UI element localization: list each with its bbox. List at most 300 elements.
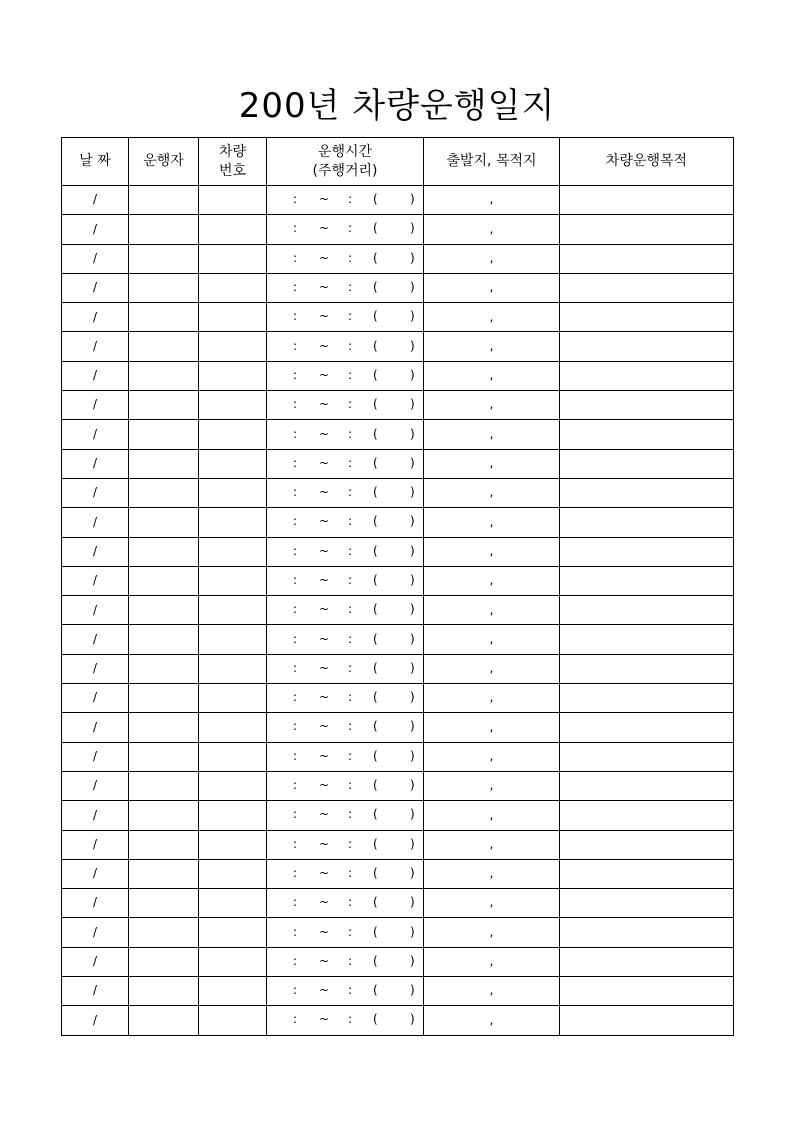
- time-colon-start: :: [293, 836, 298, 851]
- vehicle-number-cell[interactable]: [199, 889, 267, 918]
- vehicle-number-cell[interactable]: [199, 449, 267, 478]
- time-tilde: ~: [319, 192, 330, 207]
- page-title: 200년 차량운행일지: [238, 86, 556, 126]
- vehicle-number-cell[interactable]: [199, 332, 267, 361]
- table-row: [62, 303, 734, 332]
- vehicle-number-cell[interactable]: [199, 566, 267, 595]
- time-colon-start: :: [293, 924, 298, 939]
- time-cell[interactable]: [267, 478, 424, 507]
- route-cell[interactable]: [424, 478, 560, 507]
- header-time-line1: 운행시간: [317, 144, 373, 161]
- purpose-cell[interactable]: [560, 273, 734, 302]
- route-cell[interactable]: [424, 420, 560, 449]
- route-cell[interactable]: [424, 977, 560, 1006]
- date-cell[interactable]: [62, 977, 129, 1006]
- header-vehicle-line2: 번호: [218, 162, 247, 179]
- time-tilde: ~: [319, 426, 330, 441]
- vehicle-number-cell[interactable]: [199, 186, 267, 215]
- route-cell[interactable]: [424, 654, 560, 683]
- time-colon-start: :: [293, 895, 298, 910]
- vehicle-number-cell[interactable]: [199, 742, 267, 771]
- driver-cell[interactable]: [129, 771, 199, 800]
- driver-cell[interactable]: [129, 859, 199, 888]
- driver-cell[interactable]: [129, 889, 199, 918]
- purpose-cell[interactable]: [560, 1006, 734, 1035]
- table-row: [62, 684, 734, 713]
- distance-paren-open: (: [373, 397, 378, 412]
- time-tilde: ~: [319, 895, 330, 910]
- distance-paren-close: ): [410, 368, 415, 383]
- driver-cell[interactable]: [129, 713, 199, 742]
- time-cell[interactable]: [267, 625, 424, 654]
- time-cell[interactable]: [267, 420, 424, 449]
- vehicle-number-cell[interactable]: [199, 625, 267, 654]
- date-cell[interactable]: [62, 391, 129, 420]
- date-cell[interactable]: [62, 566, 129, 595]
- distance-paren-open: (: [373, 221, 378, 236]
- time-colon-start: :: [293, 368, 298, 383]
- distance-paren-open: (: [373, 514, 378, 529]
- log-body: [62, 186, 734, 1036]
- time-cell[interactable]: [267, 654, 424, 683]
- date-cell[interactable]: [62, 273, 129, 302]
- time-colon-end: :: [348, 661, 353, 676]
- table-row: [62, 391, 734, 420]
- route-cell[interactable]: [424, 332, 560, 361]
- table-row: [62, 947, 734, 976]
- route-cell[interactable]: [424, 742, 560, 771]
- driver-cell[interactable]: [129, 742, 199, 771]
- purpose-cell[interactable]: [560, 537, 734, 566]
- time-colon-start: :: [293, 954, 298, 969]
- vehicle-log-table: [61, 137, 734, 1036]
- distance-paren-open: (: [373, 456, 378, 471]
- vehicle-number-cell[interactable]: [199, 478, 267, 507]
- driver-cell[interactable]: [129, 332, 199, 361]
- time-tilde: ~: [319, 250, 330, 265]
- date-cell[interactable]: [62, 303, 129, 332]
- header-route: 출발지, 목적지: [424, 138, 560, 186]
- purpose-cell[interactable]: [560, 420, 734, 449]
- table-row: [62, 244, 734, 273]
- driver-cell[interactable]: [129, 566, 199, 595]
- distance-paren-open: (: [373, 983, 378, 998]
- route-comma: ,: [489, 866, 494, 881]
- time-tilde: ~: [319, 280, 330, 295]
- route-comma: ,: [489, 250, 494, 265]
- time-cell[interactable]: [267, 918, 424, 947]
- distance-paren-open: (: [373, 1012, 378, 1027]
- route-comma: ,: [489, 221, 494, 236]
- time-colon-end: :: [348, 456, 353, 471]
- vehicle-number-cell[interactable]: [199, 801, 267, 830]
- vehicle-number-cell[interactable]: [199, 830, 267, 859]
- purpose-cell[interactable]: [560, 889, 734, 918]
- purpose-cell[interactable]: [560, 654, 734, 683]
- route-comma: ,: [489, 1012, 494, 1027]
- time-cell[interactable]: [267, 1006, 424, 1035]
- driver-cell[interactable]: [129, 537, 199, 566]
- purpose-cell[interactable]: [560, 918, 734, 947]
- vehicle-number-cell[interactable]: [199, 391, 267, 420]
- vehicle-number-cell[interactable]: [199, 1006, 267, 1035]
- distance-paren-open: (: [373, 426, 378, 441]
- time-colon-end: :: [348, 426, 353, 441]
- distance-paren-open: (: [373, 866, 378, 881]
- driver-cell[interactable]: [129, 947, 199, 976]
- vehicle-number-cell[interactable]: [199, 508, 267, 537]
- time-colon-end: :: [348, 631, 353, 646]
- driver-cell[interactable]: [129, 684, 199, 713]
- route-cell[interactable]: [424, 303, 560, 332]
- driver-cell[interactable]: [129, 596, 199, 625]
- route-cell[interactable]: [424, 859, 560, 888]
- time-colon-end: :: [348, 397, 353, 412]
- date-cell[interactable]: [62, 771, 129, 800]
- time-cell[interactable]: [267, 508, 424, 537]
- table-row: [62, 1006, 734, 1035]
- route-cell[interactable]: [424, 537, 560, 566]
- driver-cell[interactable]: [129, 273, 199, 302]
- date-slash: /: [92, 426, 98, 441]
- route-cell[interactable]: [424, 771, 560, 800]
- table-row: [62, 478, 734, 507]
- date-cell[interactable]: [62, 361, 129, 390]
- table-row: [62, 742, 734, 771]
- date-cell[interactable]: [62, 508, 129, 537]
- distance-paren-open: (: [373, 778, 378, 793]
- date-cell[interactable]: [62, 742, 129, 771]
- driver-cell[interactable]: [129, 625, 199, 654]
- route-cell[interactable]: [424, 215, 560, 244]
- time-cell[interactable]: [267, 889, 424, 918]
- date-cell[interactable]: [62, 215, 129, 244]
- route-comma: ,: [489, 924, 494, 939]
- route-cell[interactable]: [424, 391, 560, 420]
- distance-paren-open: (: [373, 573, 378, 588]
- time-cell[interactable]: [267, 303, 424, 332]
- time-colon-start: :: [293, 661, 298, 676]
- purpose-cell[interactable]: [560, 478, 734, 507]
- driver-cell[interactable]: [129, 303, 199, 332]
- driver-cell[interactable]: [129, 918, 199, 947]
- driver-cell[interactable]: [129, 244, 199, 273]
- time-cell[interactable]: [267, 391, 424, 420]
- route-cell[interactable]: [424, 596, 560, 625]
- distance-paren-open: (: [373, 309, 378, 324]
- table-row: [62, 186, 734, 215]
- date-cell[interactable]: [62, 684, 129, 713]
- date-cell[interactable]: [62, 596, 129, 625]
- distance-paren-open: (: [373, 690, 378, 705]
- purpose-cell[interactable]: [560, 566, 734, 595]
- distance-paren-open: (: [373, 719, 378, 734]
- time-tilde: ~: [319, 836, 330, 851]
- purpose-cell[interactable]: [560, 391, 734, 420]
- time-cell[interactable]: [267, 830, 424, 859]
- vehicle-number-cell[interactable]: [199, 273, 267, 302]
- distance-paren-close: ): [410, 983, 415, 998]
- time-cell[interactable]: [267, 713, 424, 742]
- route-cell[interactable]: [424, 625, 560, 654]
- driver-cell[interactable]: [129, 361, 199, 390]
- purpose-cell[interactable]: [560, 244, 734, 273]
- distance-paren-close: ): [410, 602, 415, 617]
- table-row: [62, 537, 734, 566]
- vehicle-number-cell[interactable]: [199, 303, 267, 332]
- time-tilde: ~: [319, 690, 330, 705]
- distance-paren-open: (: [373, 836, 378, 851]
- time-colon-end: :: [348, 192, 353, 207]
- vehicle-number-cell[interactable]: [199, 537, 267, 566]
- date-cell[interactable]: [62, 537, 129, 566]
- vehicle-number-cell[interactable]: [199, 947, 267, 976]
- date-slash: /: [92, 485, 98, 500]
- purpose-cell[interactable]: [560, 859, 734, 888]
- date-cell[interactable]: [62, 478, 129, 507]
- route-cell[interactable]: [424, 684, 560, 713]
- driver-cell[interactable]: [129, 801, 199, 830]
- time-tilde: ~: [319, 543, 330, 558]
- vehicle-number-cell[interactable]: [199, 596, 267, 625]
- time-cell[interactable]: [267, 215, 424, 244]
- date-cell[interactable]: [62, 830, 129, 859]
- route-cell[interactable]: [424, 273, 560, 302]
- route-cell[interactable]: [424, 186, 560, 215]
- table-row: [62, 420, 734, 449]
- table-row: [62, 273, 734, 302]
- distance-paren-close: ): [410, 836, 415, 851]
- driver-cell[interactable]: [129, 420, 199, 449]
- driver-cell[interactable]: [129, 449, 199, 478]
- route-cell[interactable]: [424, 449, 560, 478]
- time-colon-start: :: [293, 192, 298, 207]
- table-row: [62, 889, 734, 918]
- distance-paren-open: (: [373, 368, 378, 383]
- time-cell[interactable]: [267, 273, 424, 302]
- route-comma: ,: [489, 602, 494, 617]
- date-cell[interactable]: [62, 947, 129, 976]
- date-cell[interactable]: [62, 859, 129, 888]
- time-colon-end: :: [348, 748, 353, 763]
- purpose-cell[interactable]: [560, 947, 734, 976]
- driver-cell[interactable]: [129, 977, 199, 1006]
- driver-cell[interactable]: [129, 654, 199, 683]
- distance-paren-close: ): [410, 573, 415, 588]
- date-cell[interactable]: [62, 244, 129, 273]
- time-colon-end: :: [348, 983, 353, 998]
- distance-paren-close: ): [410, 397, 415, 412]
- distance-paren-close: ): [410, 631, 415, 646]
- route-comma: ,: [489, 631, 494, 646]
- purpose-cell[interactable]: [560, 449, 734, 478]
- vehicle-number-cell[interactable]: [199, 244, 267, 273]
- time-colon-start: :: [293, 1012, 298, 1027]
- route-cell[interactable]: [424, 361, 560, 390]
- time-colon-end: :: [348, 250, 353, 265]
- table-row: [62, 830, 734, 859]
- time-colon-start: :: [293, 397, 298, 412]
- time-tilde: ~: [319, 983, 330, 998]
- vehicle-number-cell[interactable]: [199, 977, 267, 1006]
- vehicle-number-cell[interactable]: [199, 859, 267, 888]
- purpose-cell[interactable]: [560, 361, 734, 390]
- route-comma: ,: [489, 309, 494, 324]
- time-colon-end: :: [348, 895, 353, 910]
- time-colon-end: :: [348, 309, 353, 324]
- purpose-cell[interactable]: [560, 215, 734, 244]
- purpose-cell[interactable]: [560, 596, 734, 625]
- table-row: [62, 977, 734, 1006]
- date-cell[interactable]: [62, 654, 129, 683]
- driver-cell[interactable]: [129, 391, 199, 420]
- route-cell[interactable]: [424, 947, 560, 976]
- date-slash: /: [92, 573, 98, 588]
- route-cell[interactable]: [424, 889, 560, 918]
- route-cell[interactable]: [424, 713, 560, 742]
- date-slash: /: [92, 250, 98, 265]
- date-slash: /: [92, 895, 98, 910]
- time-tilde: ~: [319, 1012, 330, 1027]
- vehicle-number-cell[interactable]: [199, 654, 267, 683]
- time-colon-end: :: [348, 924, 353, 939]
- purpose-cell[interactable]: [560, 684, 734, 713]
- header-date: 날 짜: [62, 138, 129, 186]
- date-slash: /: [92, 221, 98, 236]
- vehicle-number-cell[interactable]: [199, 684, 267, 713]
- table-row: [62, 332, 734, 361]
- route-cell[interactable]: [424, 244, 560, 273]
- distance-paren-close: ): [410, 807, 415, 822]
- time-cell[interactable]: [267, 771, 424, 800]
- distance-paren-open: (: [373, 338, 378, 353]
- route-cell[interactable]: [424, 918, 560, 947]
- date-cell[interactable]: [62, 918, 129, 947]
- time-colon-start: :: [293, 807, 298, 822]
- time-cell[interactable]: [267, 566, 424, 595]
- route-cell[interactable]: [424, 801, 560, 830]
- time-cell[interactable]: [267, 537, 424, 566]
- time-colon-start: :: [293, 485, 298, 500]
- time-colon-end: :: [348, 221, 353, 236]
- date-cell[interactable]: [62, 420, 129, 449]
- date-slash: /: [92, 661, 98, 676]
- date-cell[interactable]: [62, 1006, 129, 1035]
- purpose-cell[interactable]: [560, 186, 734, 215]
- time-colon-start: :: [293, 866, 298, 881]
- time-cell[interactable]: [267, 801, 424, 830]
- purpose-cell[interactable]: [560, 771, 734, 800]
- time-colon-start: :: [293, 748, 298, 763]
- date-cell[interactable]: [62, 449, 129, 478]
- time-colon-end: :: [348, 485, 353, 500]
- time-tilde: ~: [319, 368, 330, 383]
- time-cell[interactable]: [267, 947, 424, 976]
- time-colon-start: :: [293, 543, 298, 558]
- vehicle-number-cell[interactable]: [199, 771, 267, 800]
- time-cell[interactable]: [267, 449, 424, 478]
- date-slash: /: [92, 924, 98, 939]
- purpose-cell[interactable]: [560, 332, 734, 361]
- time-tilde: ~: [319, 456, 330, 471]
- distance-paren-open: (: [373, 280, 378, 295]
- route-cell[interactable]: [424, 508, 560, 537]
- time-cell[interactable]: [267, 977, 424, 1006]
- route-cell[interactable]: [424, 830, 560, 859]
- date-slash: /: [92, 368, 98, 383]
- route-comma: ,: [489, 690, 494, 705]
- time-cell[interactable]: [267, 244, 424, 273]
- driver-cell[interactable]: [129, 215, 199, 244]
- purpose-cell[interactable]: [560, 303, 734, 332]
- date-cell[interactable]: [62, 889, 129, 918]
- time-colon-start: :: [293, 631, 298, 646]
- time-tilde: ~: [319, 924, 330, 939]
- distance-paren-open: (: [373, 543, 378, 558]
- route-comma: ,: [489, 719, 494, 734]
- route-comma: ,: [489, 426, 494, 441]
- date-cell[interactable]: [62, 801, 129, 830]
- distance-paren-open: (: [373, 924, 378, 939]
- driver-cell[interactable]: [129, 508, 199, 537]
- distance-paren-close: ): [410, 719, 415, 734]
- date-cell[interactable]: [62, 713, 129, 742]
- purpose-cell[interactable]: [560, 977, 734, 1006]
- date-slash: /: [92, 807, 98, 822]
- distance-paren-open: (: [373, 485, 378, 500]
- route-cell[interactable]: [424, 566, 560, 595]
- distance-paren-close: ): [410, 690, 415, 705]
- date-cell[interactable]: [62, 186, 129, 215]
- time-cell[interactable]: [267, 186, 424, 215]
- time-tilde: ~: [319, 514, 330, 529]
- time-colon-start: :: [293, 719, 298, 734]
- time-cell[interactable]: [267, 596, 424, 625]
- time-tilde: ~: [319, 778, 330, 793]
- date-cell[interactable]: [62, 332, 129, 361]
- purpose-cell[interactable]: [560, 830, 734, 859]
- table-row: [62, 771, 734, 800]
- purpose-cell[interactable]: [560, 742, 734, 771]
- driver-cell[interactable]: [129, 1006, 199, 1035]
- time-cell[interactable]: [267, 332, 424, 361]
- distance-paren-close: ): [410, 309, 415, 324]
- purpose-cell[interactable]: [560, 713, 734, 742]
- route-cell[interactable]: [424, 1006, 560, 1035]
- time-colon-end: :: [348, 280, 353, 295]
- purpose-cell[interactable]: [560, 508, 734, 537]
- time-cell[interactable]: [267, 684, 424, 713]
- distance-paren-close: ): [410, 221, 415, 236]
- time-colon-end: :: [348, 602, 353, 617]
- vehicle-number-cell[interactable]: [199, 918, 267, 947]
- vehicle-number-cell[interactable]: [199, 361, 267, 390]
- time-cell[interactable]: [267, 361, 424, 390]
- purpose-cell[interactable]: [560, 801, 734, 830]
- driver-cell[interactable]: [129, 186, 199, 215]
- vehicle-number-cell[interactable]: [199, 215, 267, 244]
- vehicle-number-cell[interactable]: [199, 420, 267, 449]
- driver-cell[interactable]: [129, 830, 199, 859]
- distance-paren-close: ): [410, 280, 415, 295]
- date-cell[interactable]: [62, 625, 129, 654]
- time-tilde: ~: [319, 221, 330, 236]
- driver-cell[interactable]: [129, 478, 199, 507]
- purpose-cell[interactable]: [560, 625, 734, 654]
- vehicle-number-cell[interactable]: [199, 713, 267, 742]
- time-cell[interactable]: [267, 742, 424, 771]
- time-cell[interactable]: [267, 859, 424, 888]
